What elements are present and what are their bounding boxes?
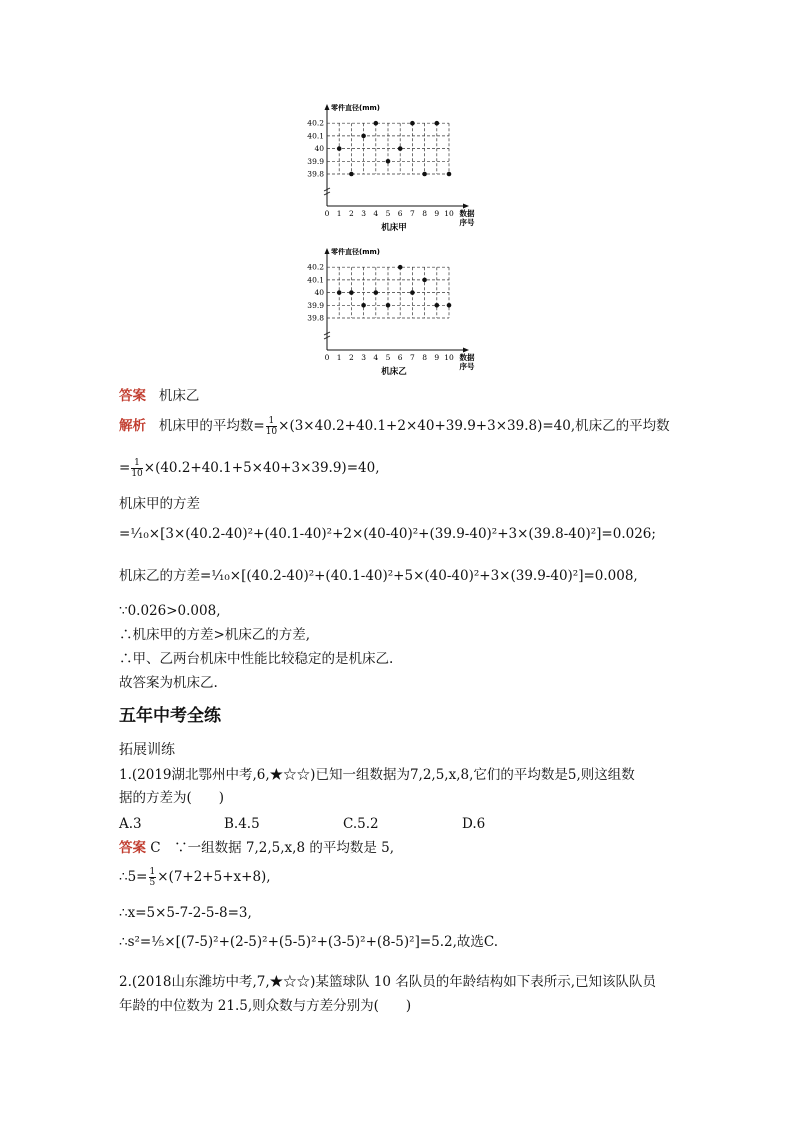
answer-text: ×(7+2+5+x+8), — [157, 869, 271, 885]
x-tick-label: 8 — [422, 209, 427, 218]
x-tick-label: 2 — [349, 353, 354, 362]
analysis-text: 机床甲的平均数= — [158, 418, 265, 434]
fraction-numerator: 1 — [149, 867, 156, 877]
analysis-line-8: ∴甲、乙两台机床中性能比较稳定的是机床乙. — [119, 651, 394, 667]
data-point — [398, 265, 403, 270]
x-tick-label: 6 — [397, 209, 403, 218]
data-point — [410, 290, 415, 295]
y-axis-arrow — [325, 248, 330, 254]
answer-1-line-1 — [119, 838, 394, 858]
answer-1-label: 答案 — [119, 840, 146, 856]
answer-1-line-3: ∴x=5×5-7-2-5-8=3, — [119, 905, 252, 921]
y-tick-label: 40.2 — [307, 118, 324, 128]
y-tick-label: 39.9 — [307, 300, 324, 310]
y-tick-label: 40 — [314, 144, 324, 154]
x-tick-label: 9 — [434, 209, 440, 218]
data-point — [435, 303, 440, 308]
data-point — [422, 172, 427, 177]
x-tick-label: 4 — [373, 209, 379, 218]
option-b: B.4.5 — [224, 816, 260, 832]
fraction-denominator: 10 — [131, 469, 143, 479]
data-point — [447, 172, 452, 177]
chart-title: 机床乙 — [381, 367, 407, 377]
analysis-line-6: ∵0.026>0.008, — [119, 603, 221, 619]
data-point — [361, 303, 366, 308]
data-point — [349, 172, 354, 177]
analysis-label: 解析 — [119, 418, 146, 434]
y-tick-label: 40.1 — [307, 275, 324, 285]
x-tick-label: 8 — [422, 353, 427, 362]
x-tick-label: 0 — [324, 353, 330, 362]
section-title: 五年中考全练 — [119, 706, 221, 726]
data-point — [337, 146, 342, 151]
chart-machine-b — [300, 244, 500, 384]
y-tick-label: 40.2 — [307, 262, 324, 272]
data-point — [361, 134, 366, 139]
x-tick-label: 6 — [397, 353, 403, 362]
data-point — [374, 121, 379, 126]
analysis-line-3: 机床甲的方差 — [119, 496, 200, 512]
data-point — [386, 303, 391, 308]
data-point — [447, 303, 452, 308]
answer-1-line-4 — [119, 932, 498, 952]
x-axis-label: 数据 — [459, 353, 475, 362]
answer-label: 答案 — [119, 388, 146, 404]
x-tick-label: 10 — [444, 353, 454, 362]
analysis-line-5 — [119, 566, 638, 586]
variance-b-formula: 机床乙的方差=¹⁄₁₀×[(40.2-40)²+(40.1-40)²+5×(40-40)²+3×(39.9-40)²]=0.008, — [119, 568, 638, 584]
answer-1-line-2 — [119, 867, 271, 888]
y-tick-label: 39.8 — [307, 313, 324, 323]
y-tick-label: 40 — [314, 288, 324, 298]
analysis-line-1 — [119, 416, 670, 437]
subsection-title: 拓展训练 — [119, 742, 175, 758]
fraction-denominator: 5 — [149, 878, 156, 888]
variance-a-formula: =¹⁄₁₀×[3×(40.2-40)²+(40.1-40)²+2×(40-40)²+(39.9-40)²+3×(39.8-40)²]=0.026; — [119, 526, 656, 542]
x-tick-label: 10 — [444, 209, 454, 218]
x-axis-arrow — [463, 348, 469, 353]
chart-machine-a — [300, 100, 500, 240]
data-point — [374, 290, 379, 295]
analysis-text: ×(40.2+40.1+5×40+3×39.9)=40, — [143, 460, 380, 476]
answer-line — [119, 386, 199, 406]
analysis-text: = — [119, 460, 131, 476]
x-tick-label: 3 — [361, 209, 366, 218]
data-point — [386, 159, 391, 164]
analysis-line-4 — [119, 524, 656, 544]
data-point — [422, 278, 427, 283]
analysis-line-9: 故答案为机床乙. — [119, 675, 218, 691]
x-tick-label: 4 — [373, 353, 379, 362]
x-tick-label: 1 — [336, 353, 342, 362]
answer-text: ∴5= — [119, 869, 148, 885]
data-point — [435, 121, 440, 126]
question-1-line-1: 1.(2019湖北鄂州中考,6,★☆☆)已知一组数据为7,2,5,x,8,它们的平均数是5,则这组数 — [119, 767, 635, 783]
answer-1-text: C ∵一组数据 7,2,5,x,8 的平均数是 5, — [146, 840, 395, 856]
x-tick-label: 9 — [434, 353, 440, 362]
fraction-numerator: 1 — [131, 458, 142, 469]
x-tick-label: 7 — [410, 209, 415, 218]
option-c: C.5.2 — [343, 816, 379, 832]
y-tick-label: 39.8 — [307, 169, 324, 179]
fraction — [131, 458, 142, 479]
y-tick-label: 40.1 — [307, 131, 324, 141]
x-tick-label: 2 — [349, 209, 354, 218]
fraction — [266, 416, 277, 437]
x-axis-label: 数据 — [459, 209, 475, 218]
x-tick-label: 5 — [385, 353, 391, 362]
x-tick-label: 0 — [324, 209, 330, 218]
data-point — [349, 290, 354, 295]
x-tick-label: 3 — [361, 353, 366, 362]
y-axis-label: 零件直径(mm) — [331, 104, 380, 112]
data-point — [337, 290, 342, 295]
x-axis-label: 序号 — [459, 362, 475, 371]
option-d: D.6 — [462, 816, 486, 832]
analysis-text: ×(3×40.2+40.1+2×40+39.9+3×39.8)=40,机床乙的平均数 — [278, 418, 670, 434]
chart-title: 机床甲 — [381, 223, 407, 233]
question-2-line-1: 2.(2018山东潍坊中考,7,★☆☆)某篮球队 10 名队员的年龄结构如下表所示,已知该队队员 — [119, 974, 656, 990]
x-tick-label: 5 — [385, 209, 391, 218]
x-tick-label: 1 — [336, 209, 342, 218]
fraction-denominator: 10 — [265, 427, 278, 437]
data-point — [410, 121, 415, 126]
y-tick-label: 39.9 — [307, 156, 324, 166]
fraction — [149, 867, 157, 888]
variance-formula: ∴s²=¹⁄₅×[(7-5)²+(2-5)²+(5-5)²+(3-5)²+(8-5)²]=5.2,故选C. — [119, 934, 499, 950]
option-a: A.3 — [119, 816, 142, 832]
scatter-chart-b — [300, 244, 500, 384]
analysis-line-7: ∴机床甲的方差>机床乙的方差, — [119, 627, 311, 643]
analysis-line-2 — [119, 458, 379, 479]
y-axis-label: 零件直径(mm) — [331, 248, 380, 256]
question-1-line-2: 据的方差为( ) — [119, 790, 225, 806]
x-axis-label: 序号 — [459, 218, 475, 227]
data-point — [398, 146, 403, 151]
x-axis-arrow — [463, 204, 469, 209]
fraction-numerator: 1 — [266, 416, 277, 427]
scatter-chart-a — [300, 100, 500, 240]
y-axis-arrow — [325, 104, 330, 110]
question-2-line-2: 年龄的中位数为 21.5,则众数与方差分别为( ) — [119, 998, 412, 1014]
answer-text: 机床乙 — [158, 388, 200, 404]
x-tick-label: 7 — [410, 353, 415, 362]
